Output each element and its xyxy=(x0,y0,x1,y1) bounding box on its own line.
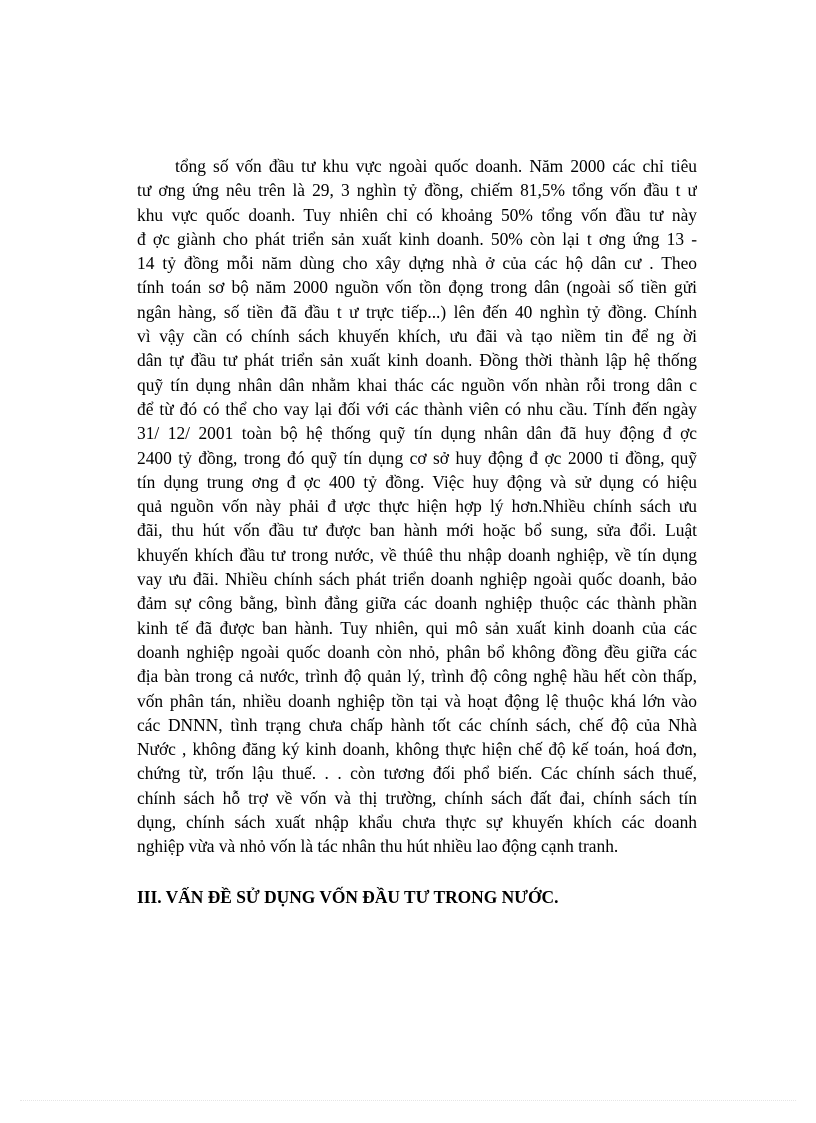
text-line: tính toán sơ bộ năm 2000 nguồn vốn tồn đọng trong dân (ngoài số tiền gửi xyxy=(137,277,697,298)
text-line: chứng từ, trốn lậu thuế. . . còn tương đối phổ biến. Các chính sách thuế, xyxy=(137,763,697,784)
text-line: doanh nghiệp ngoài quốc doanh còn nhỏ, phân bổ không đồng đều giữa các xyxy=(137,641,697,662)
text-line: 14 tỷ đồng mỗi năm dùng cho xây dựng nhà ở của các hộ dân cư . Theo xyxy=(137,253,697,274)
text-line: nghiệp vừa và nhỏ vốn là tác nhân thu hút nhiều lao động cạnh tranh. xyxy=(137,836,619,857)
text-line: vốn phân tán, nhiều doanh nghiệp tồn tại và hoạt động lệ thuộc khá lớn vào xyxy=(137,690,697,711)
page-bottom-divider xyxy=(20,1100,796,1101)
text-line: tổng số vốn đầu tư khu vực ngoài quốc doanh. Năm 2000 các chỉ tiêu xyxy=(175,156,697,176)
text-line: vì vậy cần có chính sách khuyến khích, ưu đãi và tạo niềm tin để ng ời xyxy=(137,326,697,347)
text-line: Nước , không đăng ký kinh doanh, không thực hiện chế độ kế toán, hoá đơn, xyxy=(137,739,697,760)
section-heading: III. VẤN ĐỀ SỬ DỤNG VỐN ĐẦU TƯ TRONG NƯỚC. xyxy=(137,887,559,907)
text-line: để từ đó có thể cho vay lại đối với các thành viên có nhu cầu. Tính đến ngày xyxy=(137,398,697,419)
text-line: vay ưu đãi. Nhiều chính sách phát triển doanh nghiệp ngoài quốc doanh, bảo xyxy=(137,569,697,590)
text-line: ngân hàng, số tiền đã đầu t ư trực tiếp...) lên đến 40 nghìn tỷ đồng. Chính xyxy=(137,301,697,322)
text-line: tín dụng trung ơng đ ợc 400 tỷ đồng. Việc huy động và sử dụng có hiệu xyxy=(137,471,697,492)
text-line: đãi, thu hút vốn đầu tư được ban hành mới hoặc bổ sung, sửa đổi. Luật xyxy=(137,520,697,541)
body-paragraph xyxy=(137,154,697,859)
text-line: quả nguồn vốn này phải đ ược thực hiện hợp lý hơn.Nhiều chính sách ưu xyxy=(137,496,697,517)
text-line: chính sách hỗ trợ về vốn và thị trường, chính sách đất đai, chính sách tín xyxy=(137,787,697,808)
text-line: 31/ 12/ 2001 toàn bộ hệ thống quỹ tín dụng nhân dân đã huy động đ ợc xyxy=(137,423,697,444)
text-line: dụng, chính sách xuất nhập khẩu chưa thực sự khuyến khích các doanh xyxy=(137,812,697,833)
text-line: khu vực quốc doanh. Tuy nhiên chỉ có khoảng 50% tổng vốn đầu tư này xyxy=(137,204,697,225)
text-line: dân tự đầu tư phát triển sản xuất kinh doanh. Đồng thời thành lập hệ thống xyxy=(137,350,697,371)
text-line: đảm sự công bằng, bình đẳng giữa các doanh nghiệp thuộc các thành phần xyxy=(137,593,697,614)
text-line: đ ợc giành cho phát triển sản xuất kinh doanh. 50% còn lại t ơng ứng 13 - xyxy=(137,228,697,249)
text-line: kinh tế đã được ban hành. Tuy nhiên, qui mô sản xuất kinh doanh của các xyxy=(137,617,697,638)
text-line: các DNNN, tình trạng chưa chấp hành tốt các chính sách, chế độ của Nhà xyxy=(137,714,697,735)
text-line: tư ơng ứng nêu trên là 29, 3 nghìn tỷ đồng, chiếm 81,5% tổng vốn đầu t ư xyxy=(137,180,697,201)
text-line: 2400 tỷ đồng, trong đó quỹ tín dụng cơ sở huy động đ ợc 2000 tỉ đồng, quỹ xyxy=(137,447,697,468)
text-line: khuyến khích đầu tư trong nước, về thúê thu nhập doanh nghiệp, về tín dụng xyxy=(137,544,697,565)
text-line: địa bàn trong cả nước, trình độ quản lý, trình độ công nghệ hầu hết còn thấp, xyxy=(137,666,697,687)
text-line: quỹ tín dụng nhân dân nhằm khai thác các nguồn vốn nhàn rỗi trong dân c xyxy=(137,374,697,395)
